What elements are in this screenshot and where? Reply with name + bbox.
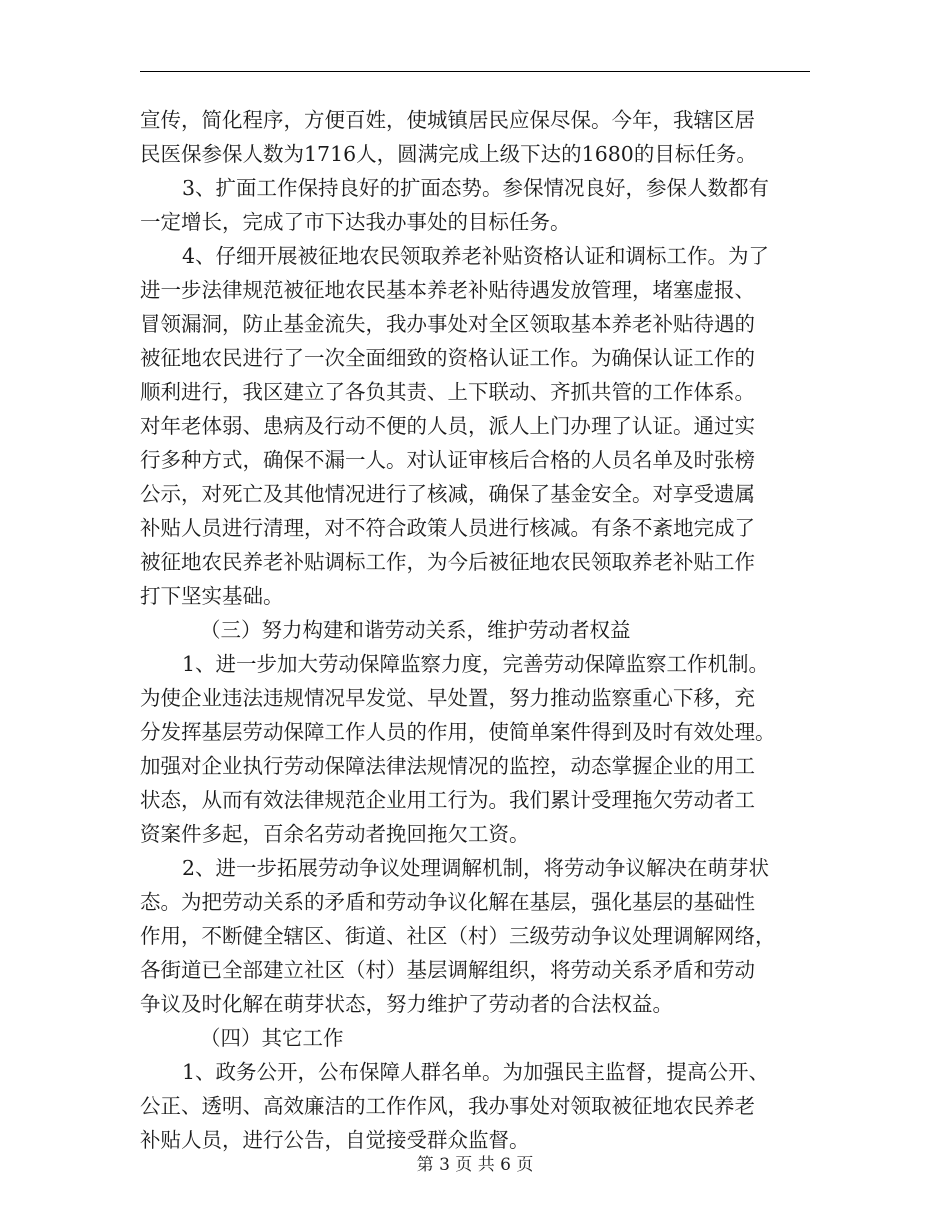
text-line: 补贴人员，进行公告，自觉接受群众监督。 (140, 1128, 530, 1152)
paragraph-first-line: 1、政务公开，公布保障人群名单。为加强民主监督，提高公开、 (182, 1060, 770, 1084)
header-rule (140, 71, 810, 72)
paragraph-first-line: 2、进一步拓展劳动争议处理调解机制，将劳动争议解决在萌芽状 (182, 856, 770, 880)
text-line: 一定增长，完成了市下达我办事处的目标任务。 (140, 210, 571, 234)
text-line: 各街道已全部建立社区（村）基层调解组织，将劳动关系矛盾和劳动 (140, 958, 755, 982)
text-line: 宣传，简化程序，方便百姓，使城镇居民应保尽保。今年，我辖区居 (140, 108, 755, 132)
text-line: 打下坚实基础。 (140, 584, 284, 608)
text-line: 分发挥基层劳动保障工作人员的作用，使简单案件得到及时有效处理。 (140, 720, 776, 744)
text-line: 对年老体弱、患病及行动不便的人员，派人上门办理了认证。通过实 (140, 414, 755, 438)
paragraph-first-line: 4、仔细开展被征地农民领取养老补贴资格认证和调标工作。为了 (182, 244, 770, 268)
text-line: 公正、透明、高效廉洁的工作作风，我办事处对领取被征地农民养老 (140, 1094, 755, 1118)
text-line: 状态，从而有效法律规范企业用工行为。我们累计受理拖欠劳动者工 (140, 788, 755, 812)
text-line: 冒领漏洞，防止基金流失，我办事处对全区领取基本养老补贴待遇的 (140, 312, 755, 336)
text-line: 作用，不断健全辖区、街道、社区（村）三级劳动争议处理调解网络， (140, 924, 776, 948)
text-line: 争议及时化解在萌芽状态，努力维护了劳动者的合法权益。 (140, 992, 673, 1016)
text-line: 被征地农民养老补贴调标工作，为今后被征地农民领取养老补贴工作 (140, 550, 755, 574)
text-line: 民医保参保人数为1716人，圆满完成上级下达的1680的目标任务。 (140, 142, 757, 166)
section-heading: （三）努力构建和谐劳动关系，维护劳动者权益 (200, 618, 631, 642)
text-line: 资案件多起，百余名劳动者挽回拖欠工资。 (140, 822, 530, 846)
text-line: 行多种方式，确保不漏一人。对认证审核后合格的人员名单及时张榜 (140, 448, 755, 472)
text-line: 进一步法律规范被征地农民基本养老补贴待遇发放管理，堵塞虚报、 (140, 278, 755, 302)
text-line: 为使企业违法违规情况早发觉、早处置，努力推动监察重心下移，充 (140, 686, 755, 710)
paragraph-first-line: 1、进一步加大劳动保障监察力度，完善劳动保障监察工作机制。 (182, 652, 770, 676)
text-line: 补贴人员进行清理，对不符合政策人员进行核减。有条不紊地完成了 (140, 516, 755, 540)
section-heading: （四）其它工作 (200, 1026, 344, 1050)
document-body (140, 103, 810, 1157)
text-line: 被征地农民进行了一次全面细致的资格认证工作。为确保认证工作的 (140, 346, 755, 370)
text-line: 加强对企业执行劳动保障法律法规情况的监控，动态掌握企业的用工 (140, 754, 755, 778)
paragraph-first-line: 3、扩面工作保持良好的扩面态势。参保情况良好，参保人数都有 (182, 176, 770, 200)
page-number: 第 3 页 共 6 页 (416, 1155, 534, 1175)
text-line: 公示，对死亡及其他情况进行了核减，确保了基金安全。对享受遗属 (140, 482, 755, 506)
text-line: 顺利进行，我区建立了各负其责、上下联动、齐抓共管的工作体系。 (140, 380, 755, 404)
text-line: 态。为把劳动关系的矛盾和劳动争议化解在基层，强化基层的基础性 (140, 890, 755, 914)
